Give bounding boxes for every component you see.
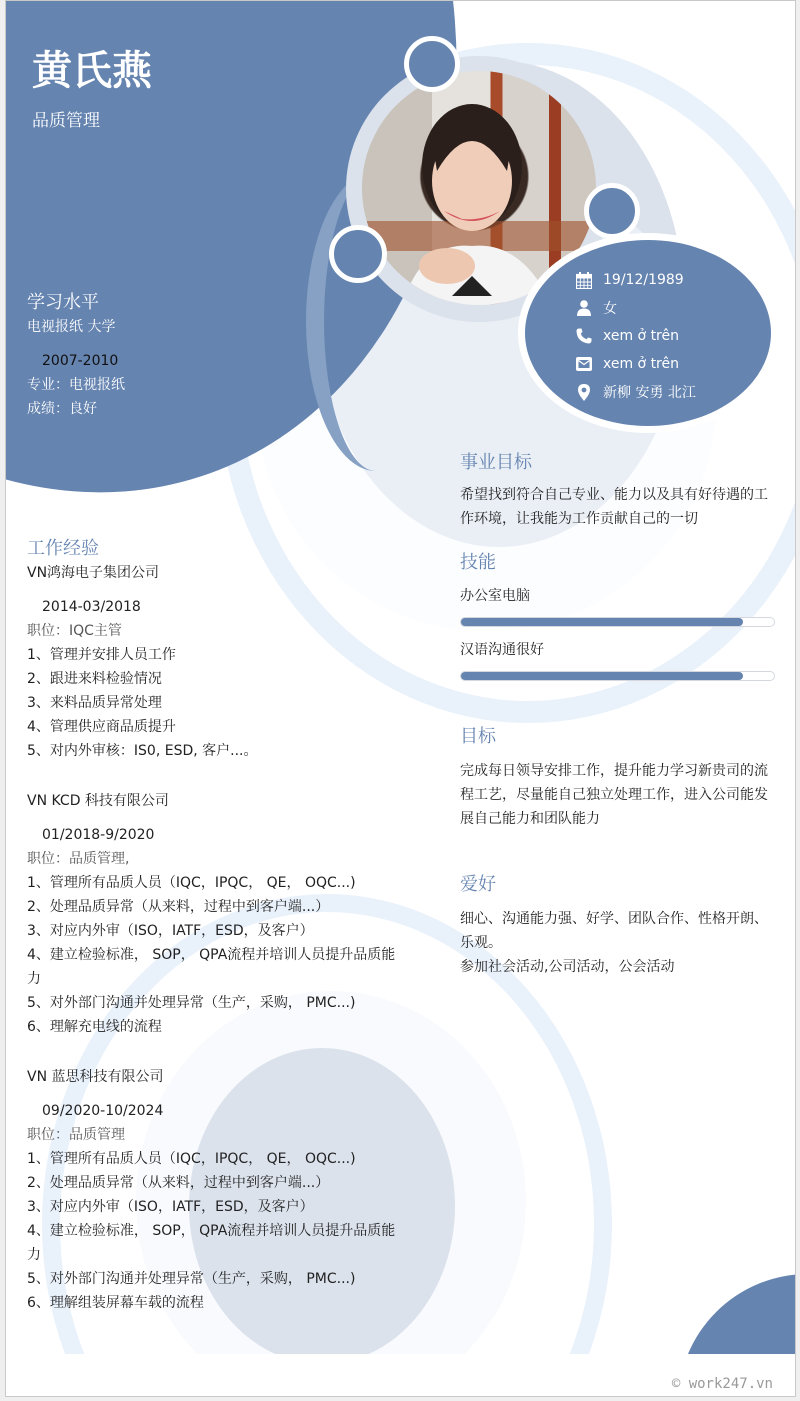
decor-bubble-left xyxy=(329,225,387,283)
job-position: 职位：IQC主管 xyxy=(27,623,122,639)
job-period: 2014-03/2018 xyxy=(42,599,141,615)
contact-panel xyxy=(518,233,778,433)
education-period: 2007-2010 xyxy=(42,353,119,369)
job-duty: 2、处理品质异常（从来料，过程中到客户端...） xyxy=(27,1175,330,1191)
contact-list xyxy=(575,266,696,406)
contact-email: xem ở trên xyxy=(575,350,696,378)
job-duty: 1、管理并安排人员工作 xyxy=(27,647,176,663)
job-duty: 4、建立检验标准， SOP， QPA流程并培训人员提升品质能 xyxy=(27,1223,396,1239)
user-icon xyxy=(575,299,593,317)
job-duty: 3、来料品质异常处理 xyxy=(27,695,162,711)
job-position: 职位：品质管理, xyxy=(27,851,130,867)
goals-line: 展自己能力和团队能力 xyxy=(460,811,600,827)
job-duty: 5、对外部门沟通并处理异常（生产，采购， PMC...) xyxy=(27,995,356,1011)
envelope-icon xyxy=(575,355,593,373)
contact-phone: xem ở trên xyxy=(575,322,696,350)
skill-bar-fill xyxy=(461,618,743,626)
job-duty: 5、对外部门沟通并处理异常（生产，采购， PMC...) xyxy=(27,1271,356,1287)
education-section xyxy=(27,291,125,421)
candidate-name: 黄氏燕 xyxy=(32,48,152,94)
job-entry xyxy=(27,1065,417,1315)
education-grade: 成绩：良好 xyxy=(27,401,97,417)
job-company: VN鸿海电子集团公司 xyxy=(27,565,160,581)
phone-icon xyxy=(575,327,593,345)
calendar-icon xyxy=(575,271,593,289)
hobbies-line: 参加社会活动,公司活动，公会活动 xyxy=(460,959,675,975)
job-duty: 4、建立检验标准， SOP， QPA流程并培训人员提升品质能 xyxy=(27,947,396,963)
hobbies-line: 细心、沟通能力强、好学、团队合作、性格开朗、 xyxy=(460,911,768,927)
job-duty: 力 xyxy=(27,1247,41,1263)
job-duty: 1、管理所有品质人员（IQC，IPQC， QE， OQC...) xyxy=(27,875,356,891)
job-entry xyxy=(27,789,417,1039)
contact-address: 新柳 安勇 北江 xyxy=(575,378,696,406)
hobbies-section xyxy=(460,873,780,979)
job-period: 01/2018-9/2020 xyxy=(42,827,155,843)
job-entry xyxy=(27,561,417,763)
job-period: 09/2020-10/2024 xyxy=(42,1103,164,1119)
skill-bar xyxy=(460,617,775,627)
education-school: 电视报纸 大学 xyxy=(27,319,116,335)
job-company: VN 蓝思科技有限公司 xyxy=(27,1069,164,1085)
hobbies-heading: 爱好 xyxy=(460,874,496,895)
education-heading: 学习水平 xyxy=(27,292,99,313)
job-duty: 5、对内外审核：IS0, ESD, 客户...。 xyxy=(27,743,258,759)
career-objective-section xyxy=(460,451,780,531)
goals-line: 完成每日领导安排工作，提升能力学习新贵司的流 xyxy=(460,763,768,779)
job-company: VN KCD 科技有限公司 xyxy=(27,793,169,809)
job-position: 职位：品质管理 xyxy=(27,1127,125,1143)
goals-heading: 目标 xyxy=(460,726,496,747)
goals-line: 程工艺，尽量能自己独立处理工作，进入公司能发 xyxy=(460,787,768,803)
job-duty: 6、理解充电线的流程 xyxy=(27,1019,162,1035)
experience-heading: 工作经验 xyxy=(27,538,99,559)
experience-section xyxy=(27,537,417,1315)
education-major: 专业：电视报纸 xyxy=(27,377,125,393)
skill-bar xyxy=(460,671,775,681)
job-duty: 1、管理所有品质人员（IQC，IPQC， QE， OQC...) xyxy=(27,1151,356,1167)
contact-birthdate: 19/12/1989 xyxy=(575,266,696,294)
job-duty: 3、对应内外审（ISO，IATF，ESD，及客户） xyxy=(27,1199,314,1215)
skills-heading: 技能 xyxy=(460,552,496,573)
contact-gender: 女 xyxy=(575,294,696,322)
watermark: © work247.vn xyxy=(671,1376,773,1392)
job-duty: 6、理解组装屏幕车载的流程 xyxy=(27,1295,204,1311)
decor-corner-blob xyxy=(678,1274,795,1354)
decor-bubble-top xyxy=(404,36,460,92)
job-duty: 力 xyxy=(27,971,41,987)
job-duty: 2、跟进来料检验情况 xyxy=(27,671,162,687)
career-objective-line: 希望找到符合自己专业、能力以及具有好待遇的工 xyxy=(460,487,768,503)
job-duty: 2、处理品质异常（从来料，过程中到客户端...） xyxy=(27,899,330,915)
decor-bubble-right xyxy=(584,183,640,239)
hobbies-line: 乐观。 xyxy=(460,935,502,951)
resume-page xyxy=(5,0,796,1397)
skills-section xyxy=(460,551,780,691)
job-duty: 4、管理供应商品质提升 xyxy=(27,719,176,735)
location-pin-icon xyxy=(575,383,593,401)
job-duty: 3、对应内外审（ISO，IATF，ESD，及客户） xyxy=(27,923,314,939)
skill-name: 汉语沟通很好 xyxy=(460,642,544,658)
skill-bar-fill xyxy=(461,672,743,680)
career-objective-heading: 事业目标 xyxy=(460,452,532,473)
job-title: 品质管理 xyxy=(32,111,100,131)
career-objective-line: 作环境，让我能为工作贡献自己的一切 xyxy=(460,511,698,527)
goals-section xyxy=(460,725,780,831)
skill-name: 办公室电脑 xyxy=(460,588,530,604)
